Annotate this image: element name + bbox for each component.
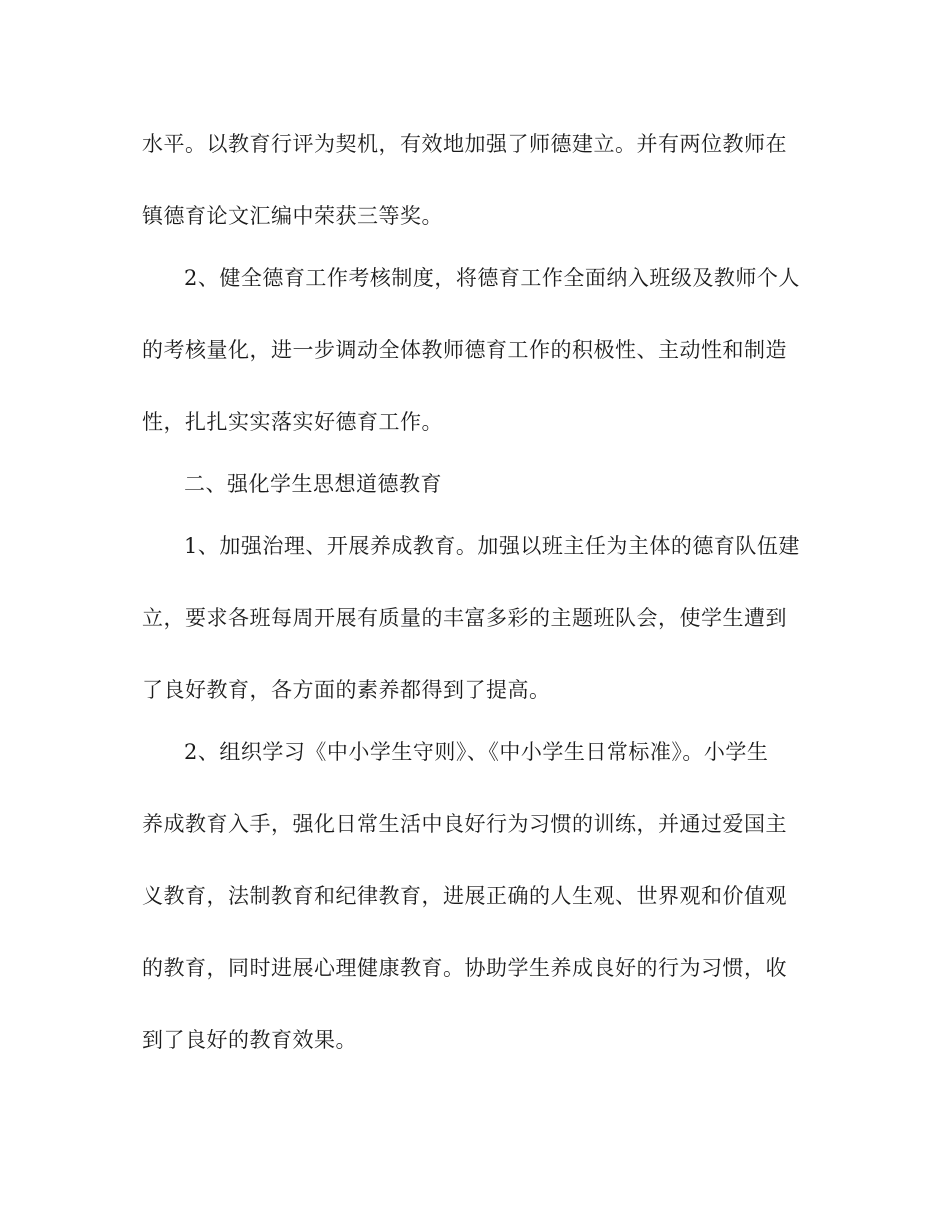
section-heading: 二、强化学生思想道德教育 xyxy=(184,472,442,496)
paragraph-line: 了良好教育，各方面的素养都得到了提高。 xyxy=(142,678,551,702)
paragraph-line: 1、加强治理、开展养成教育。加强以班主任为主体的德育队伍建 xyxy=(184,534,800,558)
paragraph-line: 到了良好的教育效果。 xyxy=(142,1028,357,1052)
paragraph-line: 性，扎扎实实落实好德育工作。 xyxy=(142,410,443,434)
paragraph-line: 立，要求各班每周开展有质量的丰富多彩的主题班队会，使学生遭到 xyxy=(142,606,787,630)
paragraph-line: 2、健全德育工作考核制度，将德育工作全面纳入班级及教师个人 xyxy=(184,266,800,290)
paragraph-line: 的考核量化，进一步调动全体教师德育工作的积极性、主动性和制造 xyxy=(142,338,787,362)
paragraph-line: 镇德育论文汇编中荣获三等奖。 xyxy=(142,204,443,228)
paragraph-line: 水平。以教育行评为契机，有效地加强了师德建立。并有两位教师在 xyxy=(142,132,787,156)
paragraph-line: 2、组织学习《中小学生守则》、《中小学生日常标准》。小学生 xyxy=(184,740,769,764)
paragraph-line: 养成教育入手，强化日常生活中良好行为习惯的训练，并通过爱国主 xyxy=(142,812,787,836)
paragraph-line: 义教育，法制教育和纪律教育，进展正确的人生观、世界观和价值观 xyxy=(142,884,787,908)
paragraph-line: 的教育，同时进展心理健康教育。协助学生养成良好的行为习惯，收 xyxy=(142,956,787,980)
